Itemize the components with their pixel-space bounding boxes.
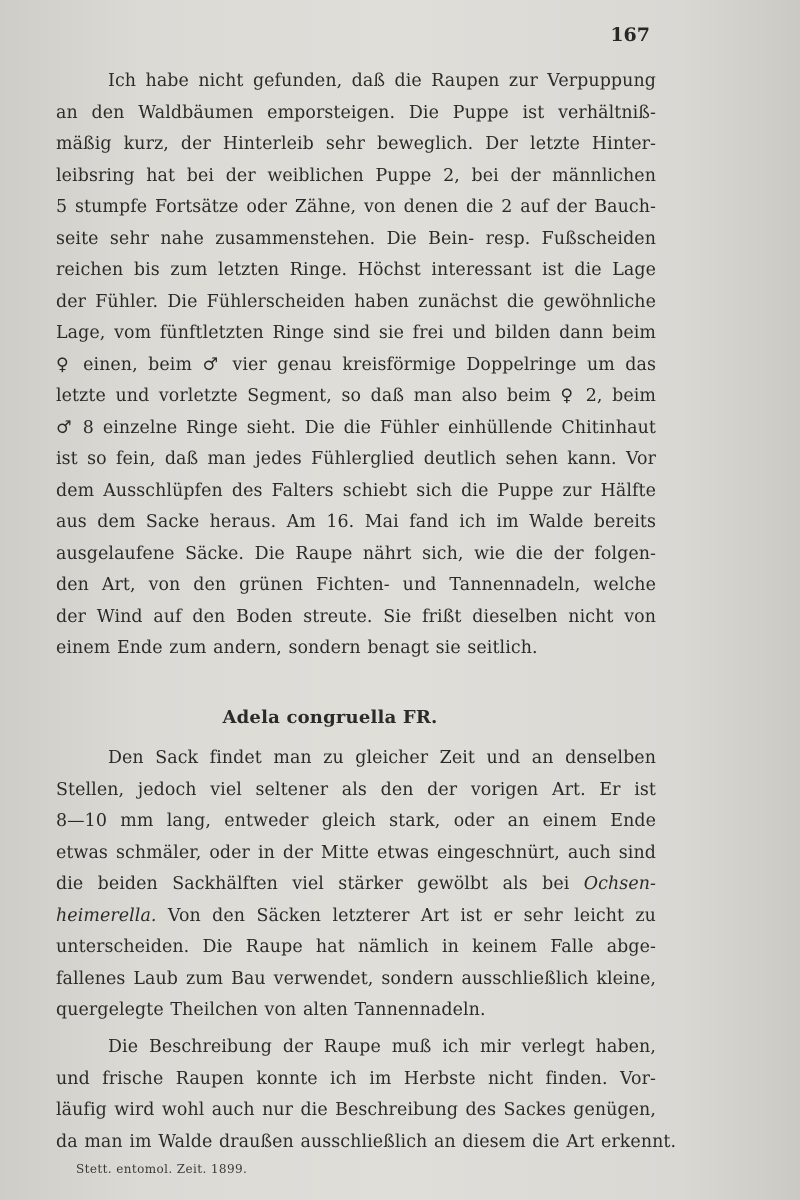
text-line: Den Sack findet man zu gleicher Zeit und an denselben (108, 748, 656, 768)
footer-citation: Stett. entomol. Zeit. 1899. (76, 1162, 248, 1176)
text-line: dem Ausschlüpfen des Falters schiebt sich die Puppe zur Hälfte (56, 480, 656, 501)
page-number: 167 (610, 24, 650, 46)
text-line: da man im Walde draußen ausschließlich an diesem die Art erkennt. (56, 1131, 677, 1152)
text-segment: die beiden Sackhälften viel stärker gewölbt als bei (56, 874, 570, 894)
text-line: fallenes Laub zum Bau verwendet, sondern ausschließlich kleine, (56, 968, 656, 989)
text-line: letzte und vorletzte Segment, so daß man also beim ♀ 2, beim (56, 386, 656, 406)
text-line: aus dem Sacke heraus. Am 16. Mai fand ich im Walde bereits (56, 512, 656, 532)
text-line: ist so fein, daß man jedes Fühlerglied deutlich sehen kann. Vor (56, 449, 656, 469)
paragraph-2 (56, 743, 656, 1027)
text-line: etwas schmäler, oder in der Mitte etwas eingeschnürt, auch sind (56, 842, 656, 863)
text-line: leibsring hat bei der weiblichen Puppe 2, bei der männlichen (56, 165, 656, 186)
text-line: ausgelaufene Säcke. Die Raupe nährt sich, wie die der folgen- (56, 543, 656, 564)
section-heading: Adela congruella FR. (222, 707, 438, 728)
text-line: an den Waldbäumen emporsteigen. Die Puppe ist verhältniß- (56, 102, 656, 123)
text-line: ♂ 8 einzelne Ringe sieht. Die die Fühler einhüllende Chitinhaut (56, 417, 656, 438)
text-line: den Art, von den grünen Fichten- und Tannennadeln, welche (56, 575, 656, 595)
text-line: der Wind auf den Boden streute. Sie frißt dieselben nicht von (56, 606, 656, 627)
species-name: Ochsen- (583, 874, 656, 894)
text-line: 8—10 mm lang, entweder gleich stark, oder an einem Ende (56, 811, 656, 831)
text-line: Stellen, jedoch viel seltener als den der vorigen Art. Er ist (56, 779, 656, 800)
text-line: 5 stumpfe Fortsätze oder Zähne, von denen die 2 auf der Bauch- (56, 197, 656, 217)
text-line: unterscheiden. Die Raupe hat nämlich in keinem Falle abge- (56, 937, 656, 957)
species-name: heimerella. (56, 905, 157, 926)
text-line: einem Ende zum andern, sondern benagt sie seitlich. (56, 638, 538, 658)
text-line: und frische Raupen konnte ich im Herbste nicht finden. Vor- (56, 1068, 656, 1089)
text-line: Lage, vom fünftletzten Ringe sind sie frei und bilden dann beim (56, 323, 656, 343)
text-line: mäßig kurz, der Hinterleib sehr beweglich. Der letzte Hinter- (56, 134, 656, 154)
text-line (56, 901, 656, 933)
text-line: ♀ einen, beim ♂ vier genau kreisförmige Doppelringe um das (56, 354, 656, 375)
text-line: quergelegte Theilchen von alten Tannennadeln. (56, 1000, 486, 1020)
text-line: der Fühler. Die Fühlerscheiden haben zunächst die gewöhnliche (56, 291, 656, 312)
text-line: Die Beschreibung der Raupe muß ich mir verlegt haben, (108, 1037, 656, 1057)
text-line: Ich habe nicht gefunden, daß die Raupen zur Verpuppung (108, 71, 656, 91)
text-line: seite sehr nahe zusammenstehen. Die Bein- resp. Fußscheiden (56, 228, 656, 249)
paragraph-3 (56, 1032, 677, 1158)
text-line (56, 869, 656, 901)
paragraph-1 (56, 66, 656, 665)
text-line: läufig wird wohl auch nur die Beschreibung des Sackes genügen, (56, 1100, 656, 1120)
text-line: reichen bis zum letzten Ringe. Höchst interessant ist die Lage (56, 260, 656, 280)
text-segment: Von den Säcken letzterer Art ist er sehr leicht zu (167, 905, 656, 926)
